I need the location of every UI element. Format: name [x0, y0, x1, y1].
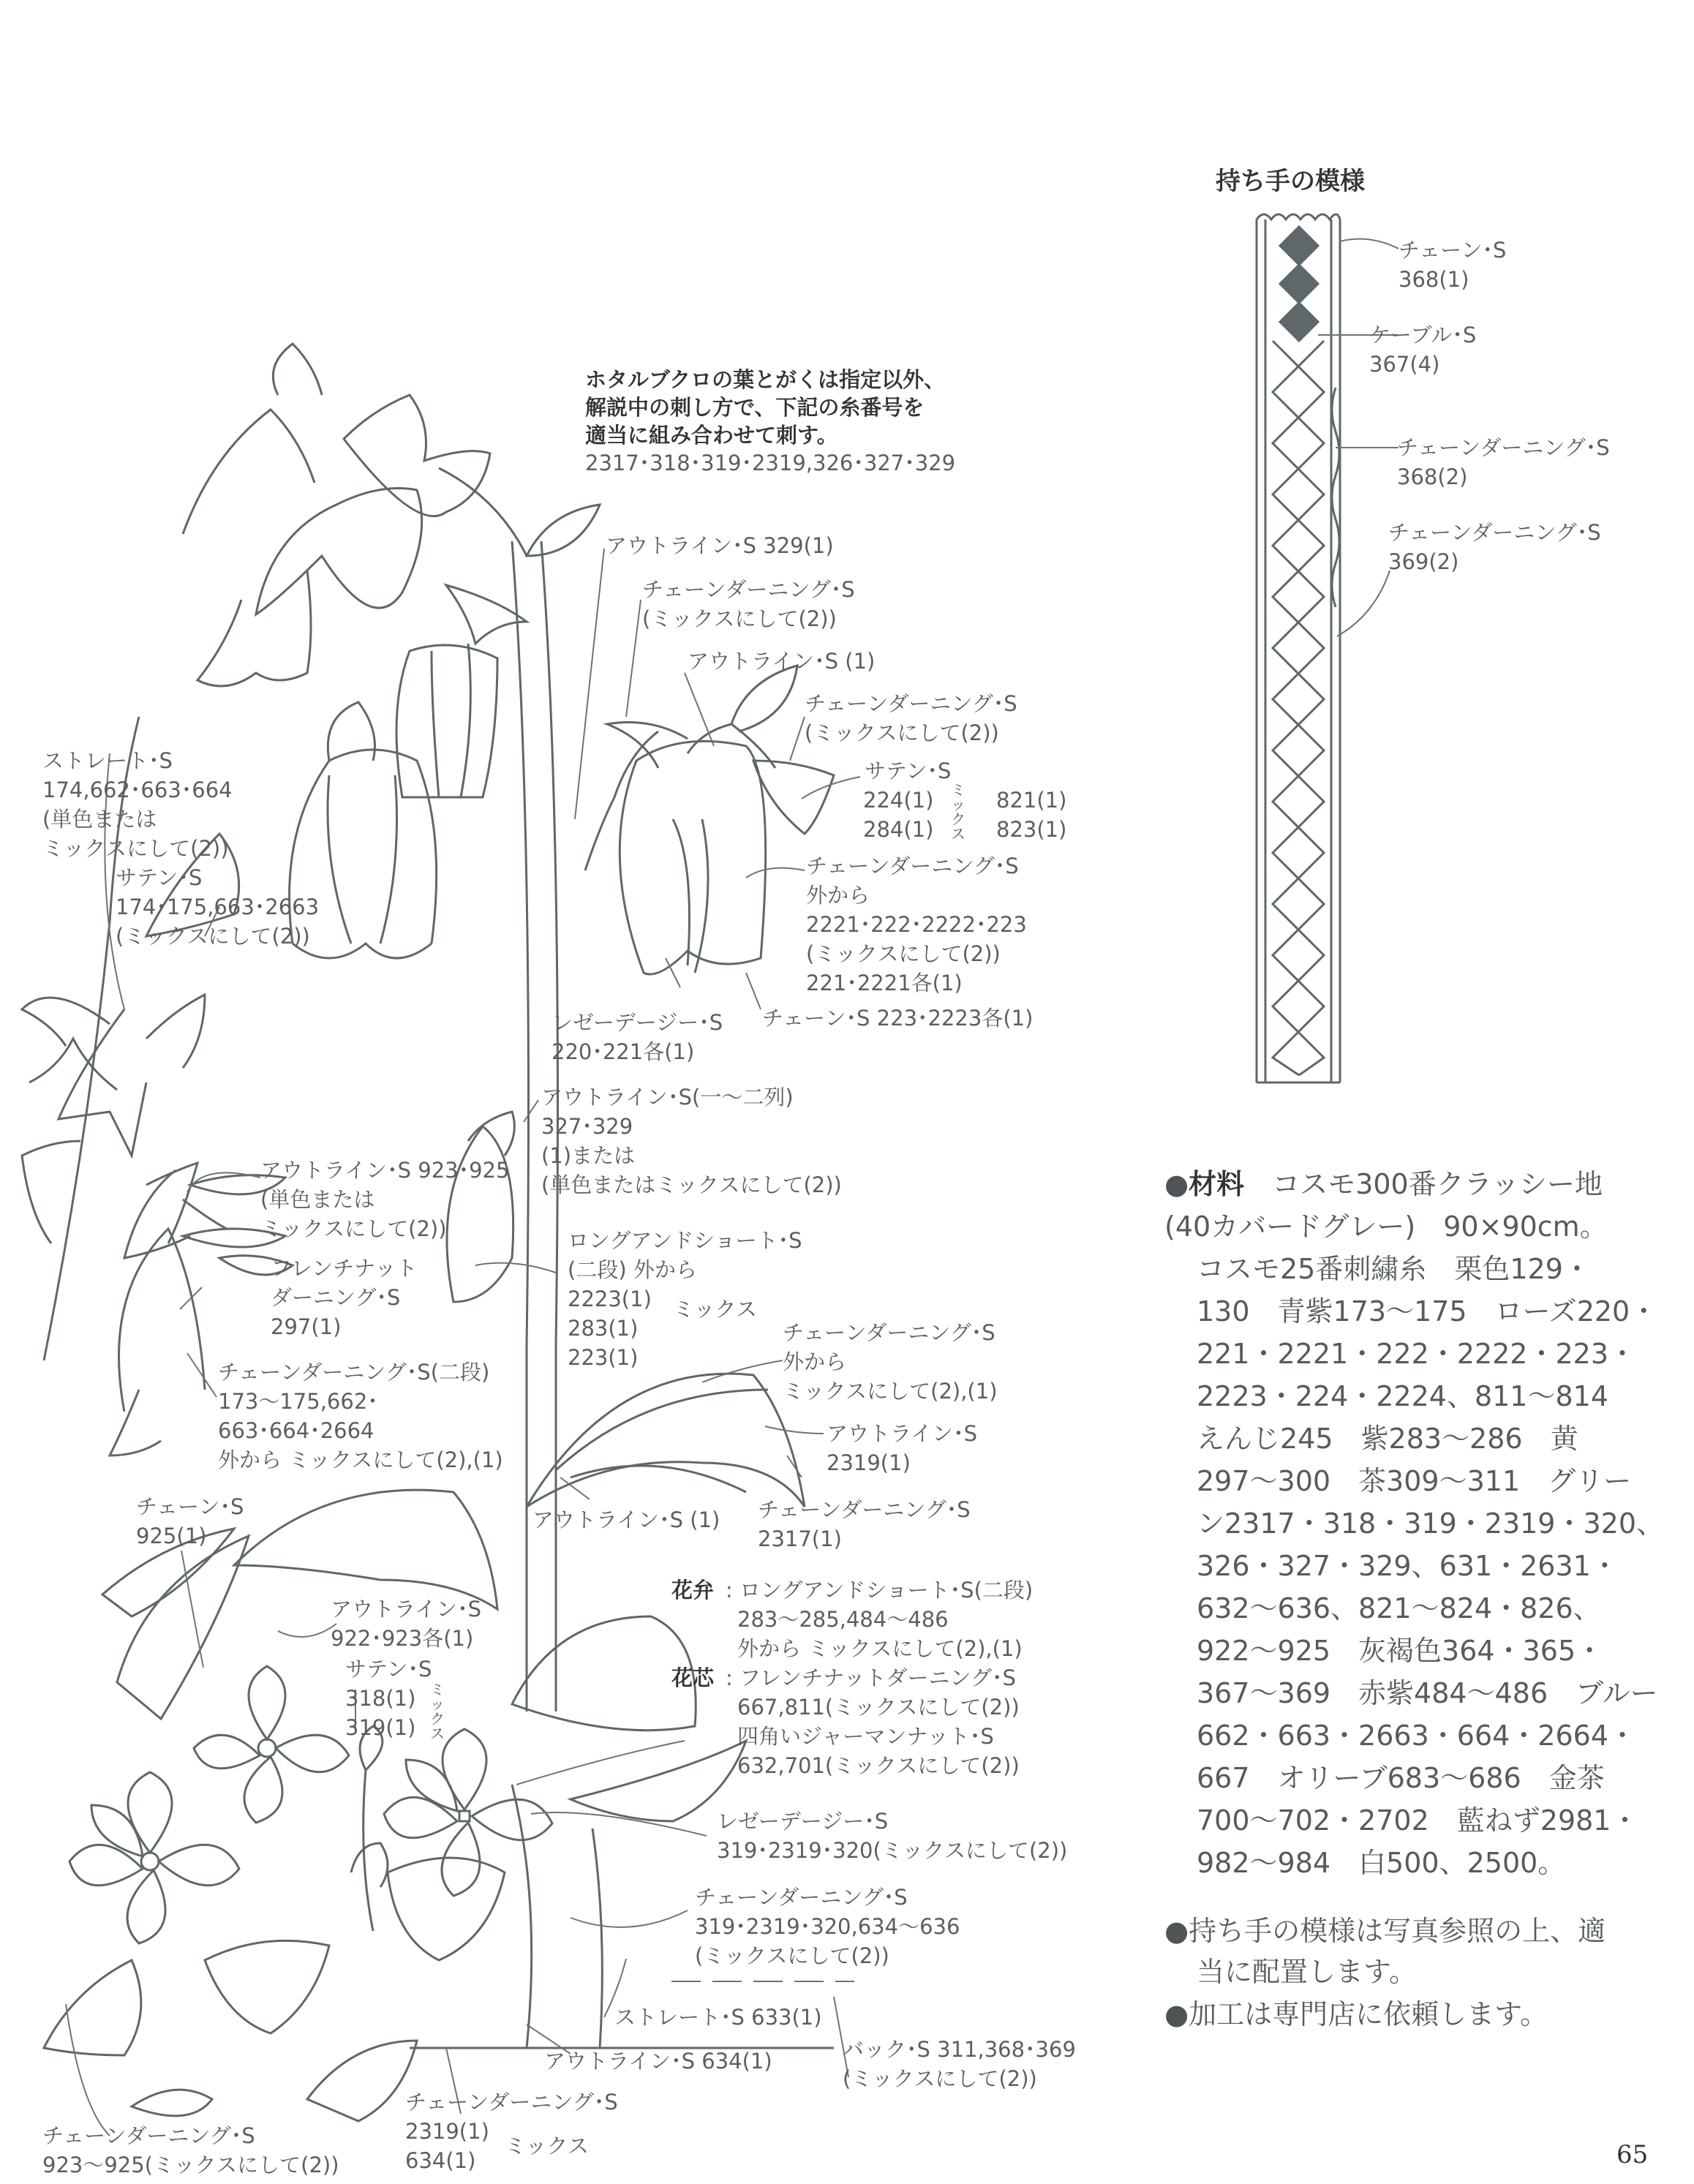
label-chain-darning-2319-mix: ミックス [505, 2134, 590, 2158]
label-satin-mix-a: ミ ッ ク ス [951, 781, 965, 843]
label-straight: ストレート･S 174,662･663･664 (単色または ミックスにして(2)) [42, 748, 233, 861]
note-handle: ●持ち手の模様は写真参照の上、適 当に配置します。 [1164, 1915, 1606, 1988]
label-chain-925: チェーン･S 925(1) [136, 1494, 244, 1548]
label-petal-head: 花弁 [671, 1578, 715, 1603]
label-outline-923: アウトライン･S 923･925 (単色または ミックスにして(2)) [260, 1158, 510, 1241]
page-number: 65 [1616, 2140, 1649, 2169]
label-chain-223: チェーン･S 223･2223各(1) [762, 1006, 1034, 1031]
materials-head: 材料 [1189, 1168, 1245, 1200]
label-outline-922: アウトライン･S 922･923各(1) [331, 1597, 482, 1651]
handle-label-chain-darning-368: チェーンダーニング･S 368(2) [1397, 435, 1610, 489]
label-chain-darning-mix-2: チェーンダーニング･S (ミックスにして(2)) [805, 691, 1017, 745]
label-satin-threads-b: 821(1) 823(1) [996, 788, 1067, 842]
label-chain-darning-2317: チェーンダーニング･S 2317(1) [758, 1497, 971, 1551]
handle-label-chain-darning-369: チェーンダーニング･S 369(2) [1388, 520, 1601, 574]
intro-instruction: ホタルブクロの葉とがくは指定以外、 解説中の刺し方で、下記の糸番号を 適当に組み合わせて刺す。 2317･318･319･2319,326･327･329 [585, 367, 956, 475]
label-outline-1: アウトライン･S (1) [688, 649, 876, 674]
label-center-head: 花芯 [671, 1665, 715, 1690]
handle-label-cable: ケーブル･S 367(4) [1369, 323, 1477, 377]
label-long-and-short-mix: ミックス [673, 1297, 758, 1322]
bullet-icon: ● [1164, 1915, 1189, 1947]
handle-label-chain: チェーン･S 368(1) [1399, 238, 1507, 292]
label-chain-darning-319: チェーンダーニング･S 319･2319･320,634～636 (ミックスにして(2)) [695, 1885, 960, 1968]
label-chain-darning-2319: チェーンダーニング･S 2319(1) 634(1) [405, 2090, 618, 2173]
label-chain-darning-outer-mix: チェーンダーニング･S 外から ミックスにして(2),(1) [783, 1320, 998, 1404]
label-outline-2319: アウトライン･S 2319(1) [827, 1421, 978, 1475]
label-satin-174: サテン･S 174･175,663･2663 (ミックスにして(2)) [116, 865, 320, 949]
label-outline-634: アウトライン･S 634(1) [544, 2049, 772, 2074]
label-chain-darning-two-rows: チェーンダーニング･S(二段) 173～175,662･ 663･664･2664 外から ミックスにして(2),(1) [218, 1360, 503, 1472]
bellflower-stitched [585, 666, 834, 974]
label-back-stitch: バック･S 311,368･369 (ミックスにして(2)) [843, 2037, 1076, 2091]
label-outline-one-two-rows: アウトライン･S(一～二列) 327･329 (1)または (単色またはミックスにして(2)) [541, 1085, 842, 1197]
label-chain-darning-mix-1: チェーンダーニング･S (ミックスにして(2)) [642, 577, 855, 631]
label-straight-633: ストレート･S 633(1) [614, 2005, 822, 2030]
label-outline-1b: アウトライン･S (1) [532, 1507, 720, 1532]
handle-pattern-title: 持ち手の模様 [1216, 167, 1365, 196]
label-satin-318-mix: ミ ッ ク ス [430, 1681, 445, 1742]
label-petal: : ロングアンドショート･S(二段) 283～285,484～486 外から ミックスにして(2),(1) [726, 1578, 1034, 1661]
label-lazy-daisy-220: レゼーデージー･S 220･221各(1) [552, 1010, 723, 1064]
note-processing: ●加工は専門店に依頼します。 [1164, 1998, 1548, 2030]
label-chain-darning-outer: チェーンダーニング･S 外から 2221･222･2222･223 (ミックスにして(2)) 221･2221各(1) [806, 854, 1027, 995]
label-satin: サテン･S [865, 758, 952, 783]
bullet-icon: ● [1164, 1998, 1189, 2030]
label-lazy-daisy-319: レゼーデージー･S 319･2319･320(ミックスにして(2)) [717, 1809, 1068, 1863]
label-satin-threads-a: 224(1) 284(1) [863, 788, 934, 842]
label-chain-darning-923: チェーンダーニング･S 923～925(ミックスにして(2)) [42, 2123, 339, 2177]
materials-list: ●材料 コスモ300番クラッシー地 (40カバードグレー) 90×90cm。 コスモ25番刺繍糸 栗色129・ 130 青紫173～175 ローズ220・ 221・2221・222・2222・223・ 2223・224・2224、811～814 えんじ245 紫283～286 黄 297～300 茶309～311 グリー ン2317・318・319・2319・320、 326・327・329、631・2631・ 632～636、821～824・826、 922～925 灰褐色364・365・ 367～369 赤紫484～486 ブルー 662・663・2663・664・2664・ 667 オリーブ683～686 金茶 700～702・2702 藍ねず2981・ 982～984 白500、2500。 [1164, 1168, 1665, 1879]
label-long-and-short: ロングアンドショート･S (二段) 外から 2223(1) 283(1) 223(1) [568, 1228, 802, 1370]
label-french-knot-darning: フレンチナット ダーニング･S 297(1) [271, 1256, 418, 1339]
label-satin-318: サテン･S 318(1) 319(1) [345, 1657, 432, 1740]
label-outline-329: アウトライン･S 329(1) [606, 533, 834, 558]
bullet-icon: ● [1164, 1168, 1189, 1200]
label-center: : フレンチナットダーニング･S 667,811(ミックスにして(2)) 四角いジャーマンナット･S 632,701(ミックスにして(2)) [726, 1665, 1020, 1778]
